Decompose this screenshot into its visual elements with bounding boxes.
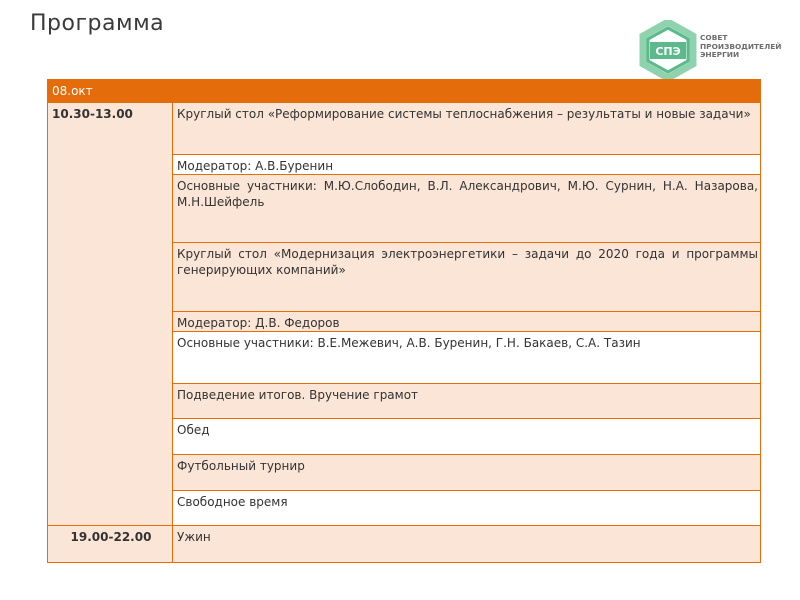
- table-row: [48, 526, 761, 563]
- participants-cell: Основные участники: М.Ю.Слободин, В.Л. Александрович, М.Ю. Сурнин, Н.А. Назарова, М.Н.Шейфель: [173, 175, 761, 243]
- football-cell: Футбольный турнир: [173, 455, 761, 491]
- logo-text: СОВЕТ ПРОИЗВОДИТЕЛЕЙ ЭНЕРГИИ: [700, 33, 782, 59]
- moderator-cell: Модератор: А.В.Буренин: [173, 155, 761, 175]
- lunch-cell: Обед: [173, 419, 761, 455]
- svg-text:СПЭ: СПЭ: [655, 45, 681, 58]
- time-slot-cell: 19.00-22.00: [48, 526, 173, 563]
- table-header-row: [48, 80, 761, 103]
- dinner-cell: Ужин: [173, 526, 761, 563]
- session-cell: Круглый стол «Реформирование системы теплоснабжения – результаты и новые задачи»: [173, 103, 761, 155]
- spe-logo: [638, 20, 788, 80]
- program-table: [47, 79, 761, 563]
- participants-cell: Основные участники: В.Е.Межевич, А.В. Буренин, Г.Н. Бакаев, С.А. Тазин: [173, 332, 761, 384]
- time-slot-cell: 10.30-13.00: [48, 103, 173, 526]
- page-title: Программа: [30, 11, 165, 36]
- free-time-cell: Свободное время: [173, 491, 761, 526]
- date-cell: 08.окт: [48, 80, 173, 103]
- table-row: [48, 103, 761, 155]
- moderator-cell: Модератор: Д.В. Федоров: [173, 312, 761, 332]
- logo-emblem-icon: [638, 20, 698, 80]
- closing-cell: Подведение итогов. Вручение грамот: [173, 384, 761, 419]
- session-cell: Круглый стол «Модернизация электроэнергетики – задачи до 2020 года и программы генерирующих компаний»: [173, 243, 761, 312]
- header-empty-cell: [173, 80, 761, 103]
